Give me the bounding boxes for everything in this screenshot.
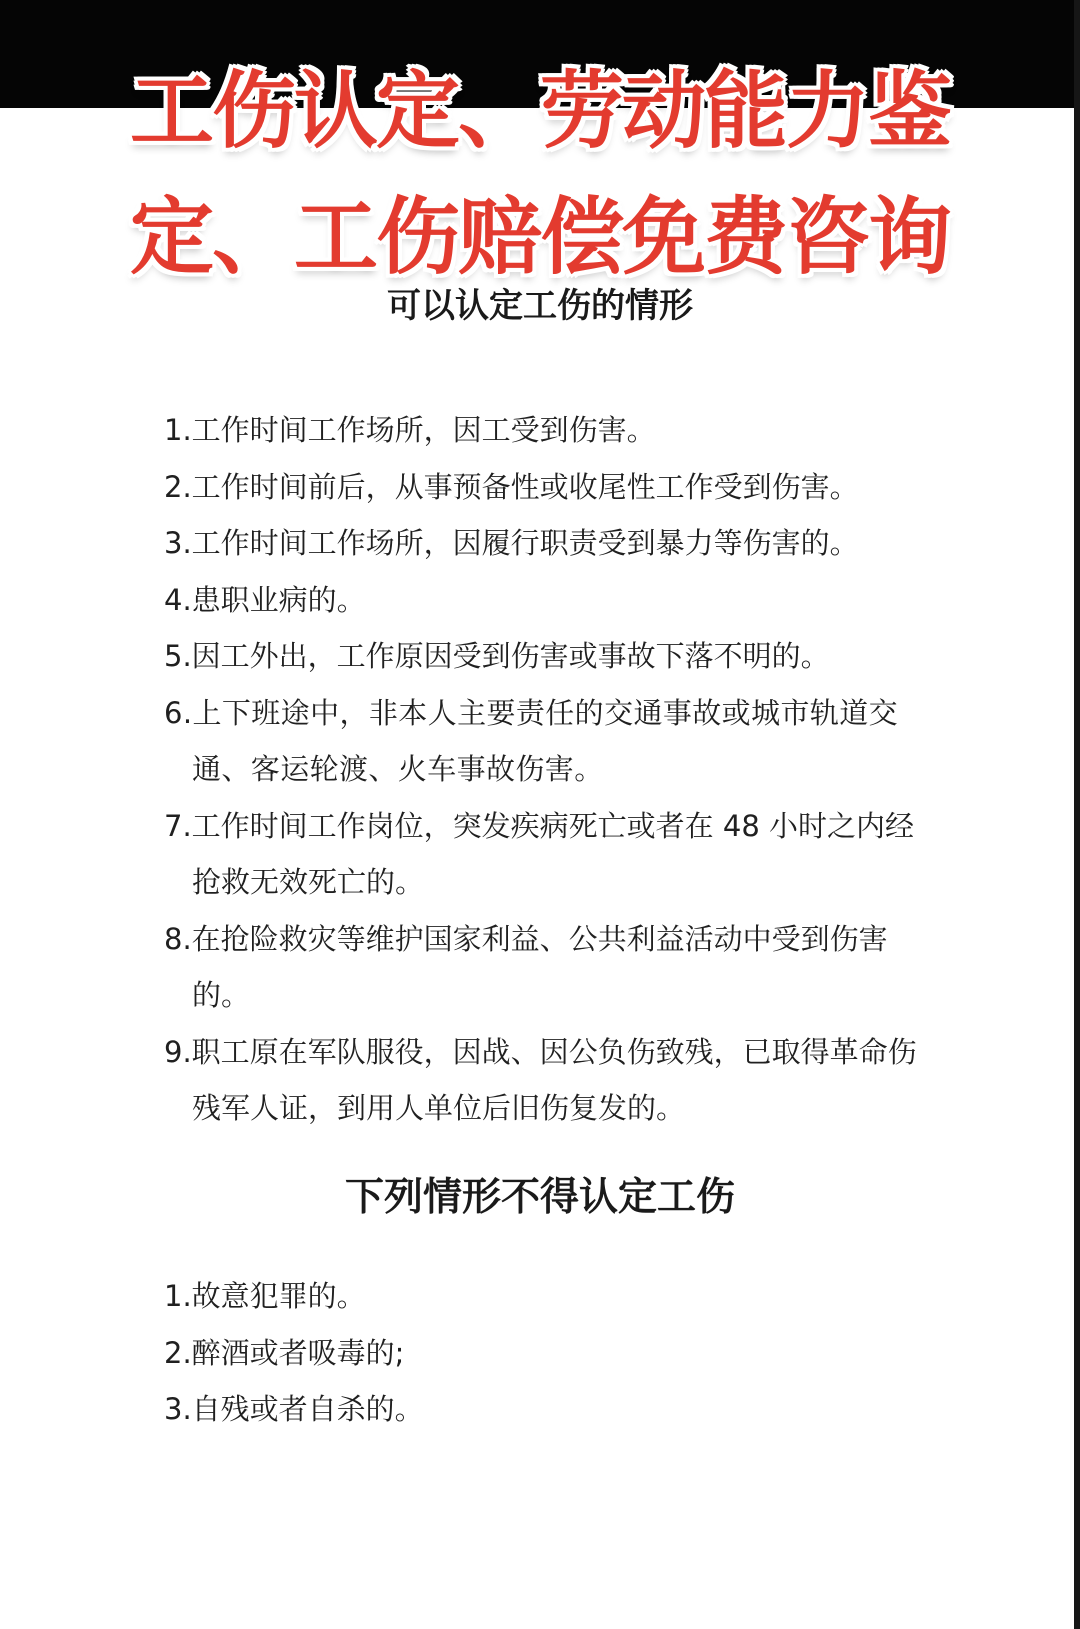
banner-title-line-1: 工伤认定、劳动能力鉴 [129, 62, 950, 160]
banner-title-line-2: 定、工伤赔偿免费咨询 [129, 188, 950, 286]
excluded-items-list [164, 1268, 924, 1438]
list-item: 1.工作时间工作场所，因工受到伤害。 [164, 413, 656, 447]
recognized-items-list [164, 402, 924, 1137]
list-item: 6.上下班途中，非本人主要责任的交通事故或城市轨道交通、客运轮渡、火车事故伤害。 [164, 695, 899, 786]
list-item: 2.工作时间前后，从事预备性或收尾性工作受到伤害。 [164, 469, 859, 504]
list-item: 5.因工外出，工作原因受到伤害或事故下落不明的。 [164, 639, 830, 673]
recognized-section-heading: 可以认定工伤的情形 [387, 286, 693, 326]
list-item: 8.在抢险救灾等维护国家利益、公共利益活动中受到伤害的。 [164, 921, 888, 1012]
list-item: 7.工作时间工作岗位，突发疾病死亡或者在 48 小时之内经抢救无效死亡的。 [164, 808, 915, 899]
list-item: 9.职工原在军队服役，因战、因公负伤致残，已取得革命伤残军人证，到用人单位后旧伤复发的。 [164, 1034, 917, 1125]
list-item: 1.故意犯罪的。 [164, 1279, 366, 1313]
list-item: 4.患职业病的。 [164, 582, 366, 617]
banner-title [0, 48, 1080, 300]
list-item: 3.自残或者自杀的。 [164, 1392, 424, 1426]
list-item: 3.工作时间工作场所，因履行职责受到暴力等伤害的。 [164, 526, 859, 560]
list-item: 2.醉酒或者吸毒的; [164, 1335, 405, 1370]
excluded-section-heading: 下列情形不得认定工伤 [344, 1175, 735, 1220]
